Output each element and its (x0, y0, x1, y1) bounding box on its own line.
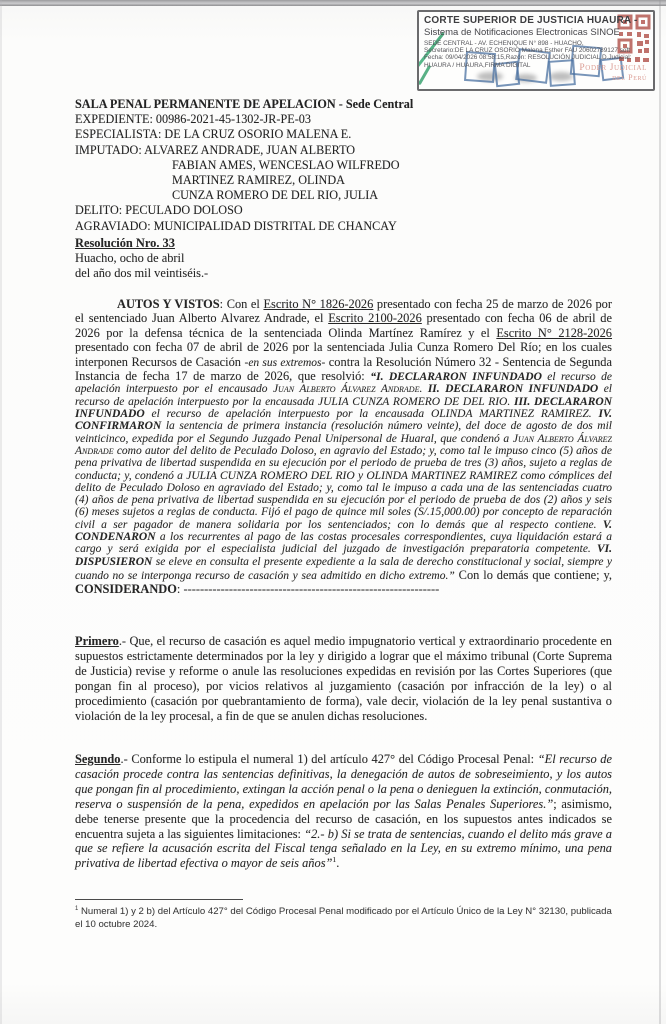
text-run: a los recurrentes al pago de las costas procesales correspondientes, cuya liquidación estará a cargo y será exigida por el especialista judicial del juzgado de investigación preparatoria competente. (75, 531, 612, 556)
sinoe-stamp (417, 10, 655, 91)
text-run: .- Conforme lo estipula el numeral 1) del artículo 427° del Código Procesal Penal: (120, 752, 538, 766)
text-run: Juan Alberto Álvarez Andrade (272, 383, 420, 396)
imputado-line: IMPUTADO: ALVAREZ ANDRADE, JUAN ALBERTO (75, 142, 356, 157)
imputado-line: FABIAN AMES, WENCESLAO WILFREDO (172, 157, 400, 172)
scan-edge-left (0, 0, 2, 1024)
stamp-system-name: Sistema de Notificaciones Electronicas SINOE (424, 26, 620, 38)
resolution-place-date: Huacho, ocho de abril (75, 251, 185, 265)
text-run: contra la Resolución Número 32 - Sentencia de Segunda Instancia de fecha 17 de marzo de 2026, que resolvió: (75, 354, 612, 384)
especialista-line: ESPECIALISTA: DE LA CRUZ OSORIO MALENA E. (75, 127, 352, 142)
text-run: IV. CONFIRMARON (75, 408, 612, 433)
stamp-secretary: Secretario:DE LA CRUZ OSORIO Malena Esther FAU 20602789127 soft (424, 46, 631, 54)
court-room-title: SALA PENAL PERMANENTE DE APELACION - Sede Central (75, 97, 414, 111)
text-run: la sentencia de primera instancia (resolución número veinte), del doce de agosto de dos mil veinticinco, expedida por el Segundo Juzgado Penal Unipersonal de Huaral, que condenó a (75, 420, 612, 445)
imputado-line: CUNZA ROMERO DE DEL RIO, JULIA (172, 188, 379, 203)
text-run: Con lo demás que contiene; y, (454, 567, 612, 582)
text-run: Segundo (75, 752, 121, 766)
footnote-separator (75, 899, 243, 900)
text-run: 1 (75, 905, 79, 912)
text-run: el recurso de apelación interpuesto por la encausada JULIA CUNZA ROMERO DE DEL RIO. (75, 383, 612, 408)
text-run: “El recurso de casación procede contra las sentencias definitivas, la denegación de autos de sobreseimiento, y los autos que pongan fin al procedimiento, extingan la acción penal o la pena o denieguen la extinción, conmutación, reserva o suspensión de la pena, expedidos en apelación por las Salas Penales Superiores.” (75, 752, 612, 811)
text-run: “I. DECLARARON INFUNDADO (370, 371, 542, 384)
text-run: III. DECLARARON INFUNDADO (75, 395, 612, 421)
watermark-line: Poder Judicial (579, 63, 647, 73)
text-run: II. DECLARARON INFUNDADO (427, 383, 599, 396)
scan-edge-top (0, 0, 666, 6)
resolution-heading (75, 236, 375, 281)
text-run: CONSIDERANDO (75, 582, 177, 597)
text-run: Numeral 1) y 2 b) del Artículo 427° del Código Procesal Penal modificado por el Artículo Único de la Ley N° 32130, publicada el 10 octubre 2024. (75, 906, 612, 930)
paragraph-primero (75, 634, 612, 723)
paragraph-segundo (75, 752, 612, 871)
text-run: VI. DISPUSIERON (75, 543, 612, 568)
text-run: presentado con fecha 06 de abril de 2026 por la defensa técnica de la sentenciada Olinda Martínez Ramírez y el (75, 311, 613, 340)
text-run: presentado con fecha 07 de abril de 2026 por la sentenciada Julia Cunza Romero Del Río; en los cuales interponen Recursos de Casación (75, 340, 612, 369)
text-run: como autor del delito de Peculado Doloso, en agravio del Estado; y, como tal le impuso cinco (5) años de pena privativa de libertad suspendida en su ejecución por el periodo de prueba de tres (3) años, sujeto a reglas de conducta; y, condenó a JULIA CUNZA ROMERO DEL RIO y OLINDA MARTINEZ RAMIREZ como cómplices del delito de Peculado Doloso en agraviado del Estado; y, como tal le impuso a cada una de las sentenciadas cuatro (4) años de pena privativa de libertad suspendida en su ejecución por el periodo de prueba de dos (2) años y seis (6) meses sujetos a reglas de conducta. Fijó el pago de quince mil soles (S/.15,000.00) por concepto de reparación civil a ser pagador de manera solidaria por los sentenciados; con lo demás que al respecto contiene. (75, 444, 612, 531)
text-run: Escrito 2100-2026 (328, 311, 422, 326)
text-run: Primero (75, 634, 119, 648)
paragraph-autos-y-vistos (75, 297, 612, 597)
expediente-line: EXPEDIENTE: 00986-2021-45-1302-JR-PE-03 (75, 112, 311, 127)
watermark-line: del Perú (612, 73, 647, 82)
text-run: Juan Alberto Álvarez Andrade (75, 432, 612, 457)
text-run: Escrito N° 2128-2026 (496, 325, 613, 340)
resolution-place-date: del año dos mil veintiséis.- (75, 266, 209, 280)
text-run: Escrito N° 1826-2026 (263, 297, 374, 311)
text-run: 1 (332, 855, 337, 865)
stamp-address: SEDE CENTRAL - AV. ECHENIQUE N° 898 - HUACHO, (424, 39, 584, 47)
scan-edge-right (659, 0, 661, 1024)
text-run: el recurso de apelación interpuesto por el encausado (75, 371, 612, 396)
agraviado-line: AGRAVIADO: MUNICIPALIDAD DISTRITAL DE CHANCAY (75, 218, 397, 233)
stamp-date-reason: Fecha: 09/04/2026 08:58:15,Razón: RESOLUCIÓN JUDICIAL,D.Judicial: (424, 54, 632, 62)
text-run: presentado con fecha 25 de marzo de 2026 por el sentenciado Juan Alberto Alvarez Andrade, el (75, 297, 612, 326)
text-run: : (176, 582, 184, 597)
text-run: “2.- b) Si se trata de sentencias, cuando el delito más grave a que se refiere la acusación escrita del Fiscal tenga señalado en la Ley, en su extremo mínimo, una pena privativa de libertad efectiva o mayor de seis años” (75, 826, 612, 871)
text-run: . (419, 383, 428, 396)
text-run: .- Que, el recurso de casación es aquel medio impugnatorio vertical y extraordinario procedente en supuestos estrictamente determinados por la ley y dirigido a lograr que el máximo tribunal (Corte Suprema de Justicia) revise y reforme o anule las resoluciones expedidas en revisión por las Cortes Superiores (que pongan fin al proceso), por vicios relativos al juzgamiento (casación por infracción de la ley) o al procedimiento (casación por quebrantamiento de forma), vale decir, violación de la ley penal sustantiva o violación de la ley procesal, a fin de que se anulen dichas resoluciones. (75, 634, 612, 723)
text-run: . (336, 856, 340, 871)
text-run: : Con el (219, 297, 264, 311)
text-run: se eleve en consulta el presente expediente a la sala de derecho constitucional y social, siempre y cuando no se interponga recurso de casación y sea admitido en dicho extremo.” (75, 555, 612, 582)
text-run: -------------------------------------------------------------- (183, 582, 440, 597)
stamp-court-name: CORTE SUPERIOR DE JUSTICIA HUAURA - (424, 15, 638, 26)
text-run: ; asimismo, debe tenerse presente que la procedencia del recurso de casación, en los supuestos antes indicados se encuentra sujeta a las siguientes limitaciones: (75, 796, 612, 841)
text-run: el recurso de apelación interpuesto por la encausada OLINDA MARTINEZ RAMIREZ. (144, 408, 599, 421)
footnote-text (75, 906, 615, 931)
resolution-number: Resolución Nro. 33 (75, 236, 175, 250)
stamp-district: HUAURA / HUAURA,FIRMA DIGITAL (424, 61, 531, 69)
text-run: -en sus extremos- (244, 356, 326, 369)
case-header (75, 97, 615, 234)
poder-judicial-watermark (579, 63, 647, 83)
delito-line: DELITO: PECULADO DOLOSO (75, 203, 243, 218)
text-run: AUTOS Y VISTOS (117, 297, 220, 311)
text-run: V. CONDENARON (75, 518, 612, 543)
imputado-line: MARTINEZ RAMIREZ, OLINDA (172, 173, 345, 188)
